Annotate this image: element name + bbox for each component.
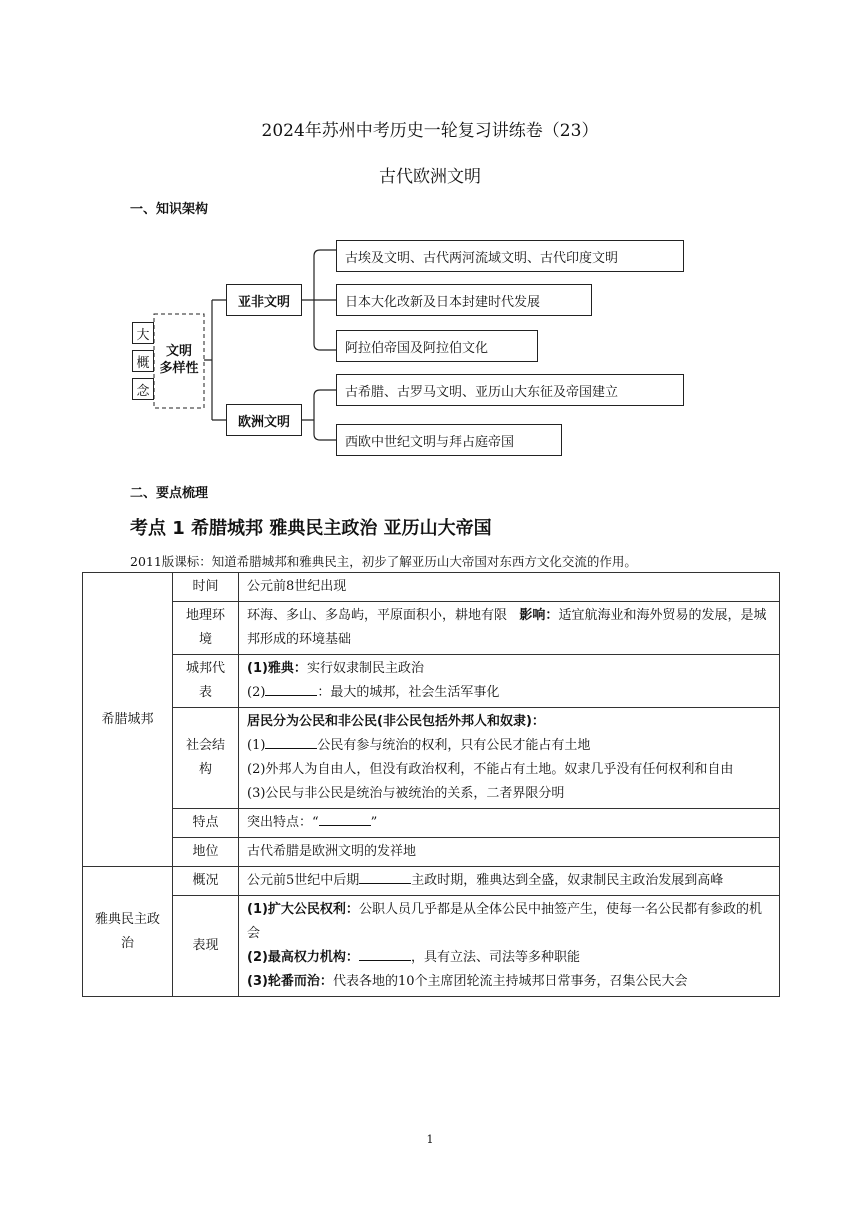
label-feature: 特点 (173, 809, 239, 838)
center-label-line2: 多样性 (159, 361, 199, 376)
document-subtitle: 古代欧洲文明 (379, 167, 481, 187)
label-geo-impact: 影响： (519, 608, 559, 623)
label-city: 城邦代表 (173, 655, 239, 708)
blank-perf-2[interactable] (359, 946, 411, 961)
diagram-char-3: 念 (132, 378, 154, 400)
label-perf-2: (2)最高权力机构： (247, 950, 359, 965)
label-performance: 表现 (173, 896, 239, 997)
table-row (83, 867, 780, 896)
table-row (83, 573, 780, 602)
text-city-2: ：最大的城邦，社会生活军事化 (317, 685, 500, 700)
cell-city (239, 655, 780, 708)
text-geo: 环海、多山、多岛屿，平原面积小，耕地有限 (247, 608, 508, 623)
text-social-2: (2)外邦人为自由人，但没有政治权利，不能占有土地。奴隶几乎没有任何权利和自由 (247, 762, 734, 777)
table-row (83, 708, 780, 809)
table-row (83, 896, 780, 997)
row-group-athens: 雅典民主政治 (83, 867, 173, 997)
branch-europe: 欧洲文明 (226, 404, 302, 436)
text-feature-pre: 突出特点：“ (247, 815, 319, 830)
diagram-char-2: 概 (132, 350, 154, 372)
diagram-char-1: 大 (132, 322, 154, 344)
text-perf-1: 公职人员几乎都是从全体公民中抽签产生，使每一名公民都有参政的机会 (247, 902, 762, 941)
table-row (83, 838, 780, 867)
cell-performance (239, 896, 780, 997)
center-label-line1: 文明 (165, 344, 192, 359)
table-row (83, 809, 780, 838)
section-heading-framework: 一、知识架构 (130, 202, 209, 217)
text-social-3: (3)公民与非公民是统治与被统治的关系，二者界限分明 (247, 786, 565, 801)
leaf-japan: 日本大化改新及日本封建时代发展 (336, 284, 592, 316)
text-perf-2: ，具有立法、司法等多种职能 (410, 950, 580, 965)
leaf-medieval-europe: 西欧中世纪文明与拜占庭帝国 (336, 424, 562, 456)
text-social-head: 居民分为公民和非公民(非公民包括外邦人和奴隶)： (247, 714, 545, 729)
page-number: 1 (426, 1133, 434, 1146)
section-heading-points: 二、要点梳理 (130, 486, 209, 501)
label-perf-3: (3)轮番而治： (247, 974, 333, 989)
label-city-1: (1)雅典： (247, 661, 307, 676)
kaodian-heading: 考点 1 希腊城邦 雅典民主政治 亚历山大帝国 (130, 518, 492, 539)
label-time: 时间 (173, 573, 239, 602)
summary-table (82, 572, 780, 997)
text-perf-3: 代表各地的10个主席团轮流主持城邦日常事务，召集公民大会 (332, 974, 688, 989)
text-city-1: 实行奴隶制民主政治 (306, 661, 424, 676)
leaf-greece-rome: 古希腊、古罗马文明、亚历山大东征及帝国建立 (336, 374, 684, 406)
blank-social-1[interactable] (265, 734, 317, 749)
label-perf-1: (1)扩大公民权利： (247, 902, 359, 917)
label-overview: 概况 (173, 867, 239, 896)
blank-feature[interactable] (319, 811, 371, 826)
cell-geo (239, 602, 780, 655)
cell-overview (239, 867, 780, 896)
document-title: 2024年苏州中考历史一轮复习讲练卷（23） (261, 121, 599, 141)
curriculum-standard: 2011版课标：知道希腊城邦和雅典民主，初步了解亚历山大帝国对东西方文化交流的作用。 (130, 554, 637, 569)
blank-overview[interactable] (359, 869, 411, 884)
text-geo-impact: 适宜航海业和海外贸易的发展，是城邦形成的环境基础 (247, 608, 767, 647)
knowledge-diagram (0, 0, 860, 470)
leaf-arabia: 阿拉伯帝国及阿拉伯文化 (336, 330, 538, 362)
text-status: 古代希腊是欧洲文明的发祥地 (239, 838, 780, 867)
cell-social (239, 708, 780, 809)
table-row (83, 655, 780, 708)
cell-feature (239, 809, 780, 838)
branch-asia-africa: 亚非文明 (226, 284, 302, 316)
text-social-1: 公民有参与统治的权利，只有公民才能占有土地 (317, 738, 591, 753)
text-time: 公元前8世纪出现 (239, 573, 780, 602)
prefix-social-1: (1) (247, 738, 266, 753)
center-label (154, 343, 204, 377)
text-overview-pre: 公元前5世纪中后期 (247, 873, 360, 888)
text-overview-post: 主政时期，雅典达到全盛，奴隶制民主政治发展到高峰 (411, 873, 724, 888)
text-feature-post: ” (370, 815, 378, 830)
label-geo: 地理环境 (173, 602, 239, 655)
label-social: 社会结构 (173, 708, 239, 809)
leaf-ancient-egypt: 古埃及文明、古代两河流域文明、古代印度文明 (336, 240, 684, 272)
label-status: 地位 (173, 838, 239, 867)
blank-city-2[interactable] (265, 681, 317, 696)
table-row (83, 602, 780, 655)
row-group-greek: 希腊城邦 (83, 573, 173, 867)
prefix-city-2: (2) (247, 685, 266, 700)
